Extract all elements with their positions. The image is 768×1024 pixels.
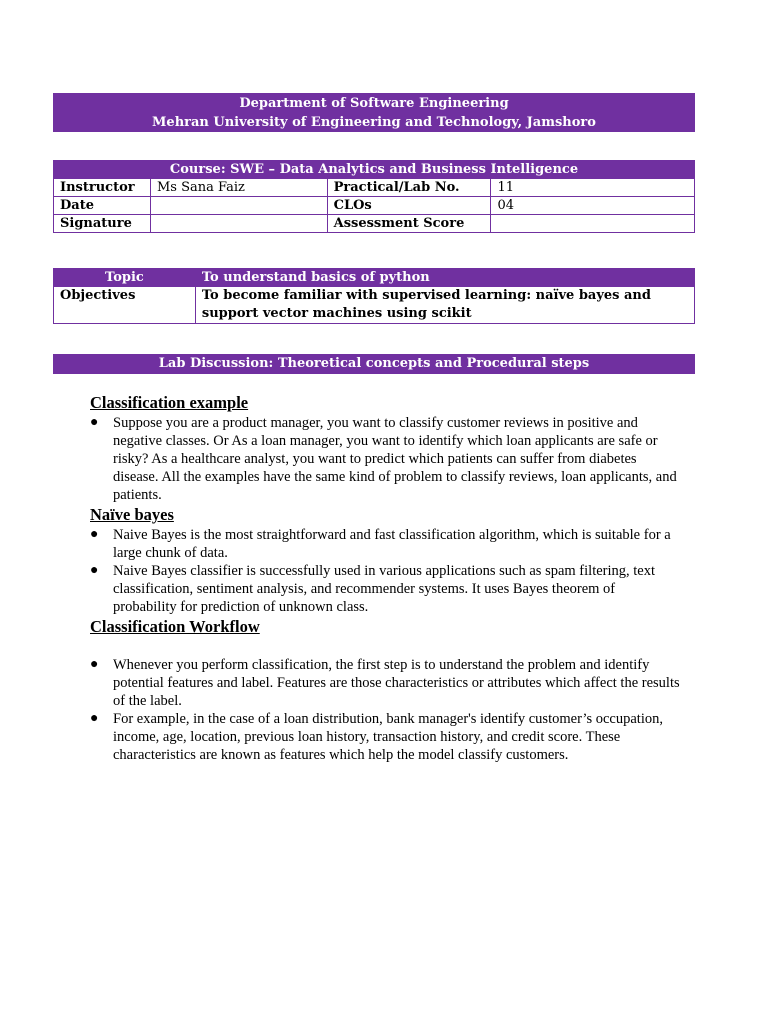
lab-no-value: 11 <box>491 179 695 197</box>
bullet-icon: ● <box>90 415 99 430</box>
section-heading: Classification example <box>90 393 249 412</box>
lab-discussion-header: Lab Discussion: Theoretical concepts and Procedural steps <box>53 354 695 374</box>
bullet-icon: ● <box>90 527 99 542</box>
assessment-score-value <box>491 215 695 233</box>
list-item: ● Naive Bayes is the most straightforward and fast classification algorithm, which is suitable for a large chunk of data. <box>90 527 671 561</box>
bullet-list <box>90 414 680 504</box>
bullet-list <box>90 526 680 616</box>
list-item: ● For example, in the case of a loan distribution, bank manager's identify customer’s occupation, income, age, location, previous loan history, transaction history, and credit score. These characteristics are known as features which help the model classify customers. <box>90 711 663 763</box>
objectives-label: Objectives <box>54 287 196 324</box>
objectives-value: To become familiar with supervised learning: naïve bayes and support vector machines using scikit <box>195 287 694 324</box>
lab-content <box>90 392 680 764</box>
bullet-icon: ● <box>90 563 99 578</box>
topic-table <box>53 268 695 324</box>
date-label: Date <box>54 197 151 215</box>
department-header <box>53 93 695 132</box>
bullet-list <box>90 656 680 764</box>
date-value <box>150 197 327 215</box>
lab-no-label: Practical/Lab No. <box>327 179 491 197</box>
instructor-label: Instructor <box>54 179 151 197</box>
clos-label: CLOs <box>327 197 491 215</box>
table-row <box>54 215 695 233</box>
clos-value: 04 <box>491 197 695 215</box>
assessment-score-label: Assessment Score <box>327 215 491 233</box>
section-heading: Naïve bayes <box>90 505 174 524</box>
list-item: ● Whenever you perform classification, the first step is to understand the problem and identify potential features and label. Features are those characteristics or attributes which affect the results of the label. <box>90 657 680 709</box>
bullet-icon: ● <box>90 711 99 726</box>
course-title: Course: SWE – Data Analytics and Business Intelligence <box>54 161 695 179</box>
list-item: ● Naive Bayes classifier is successfully used in various applications such as spam filtering, text classification, sentiment analysis, and recommender systems. It uses Bayes theorem of probability for prediction of unknown class. <box>90 563 656 615</box>
university-name: Mehran University of Engineering and Technology, Jamshoro <box>152 115 596 130</box>
topic-label: Topic <box>54 269 196 287</box>
topic-value: To understand basics of python <box>195 269 694 287</box>
section-heading: Classification Workflow <box>90 617 260 636</box>
course-info-table <box>53 160 695 233</box>
table-row <box>54 197 695 215</box>
department-name: Department of Software Engineering <box>239 96 509 111</box>
spacer <box>90 638 680 656</box>
table-row <box>54 179 695 197</box>
signature-value <box>150 215 327 233</box>
list-item: ● Suppose you are a product manager, you want to classify customer reviews in positive and negative classes. Or As a loan manager, you want to identify which loan applicants are safe or risky? As a healthcare analyst, you want to predict which patients can suffer from diabetes disease. All the examples have the same kind of problem to classify reviews, loan applicants, and patients. <box>90 415 677 503</box>
instructor-value: Ms Sana Faiz <box>150 179 327 197</box>
signature-label: Signature <box>54 215 151 233</box>
table-row <box>54 287 695 324</box>
bullet-icon: ● <box>90 657 99 672</box>
